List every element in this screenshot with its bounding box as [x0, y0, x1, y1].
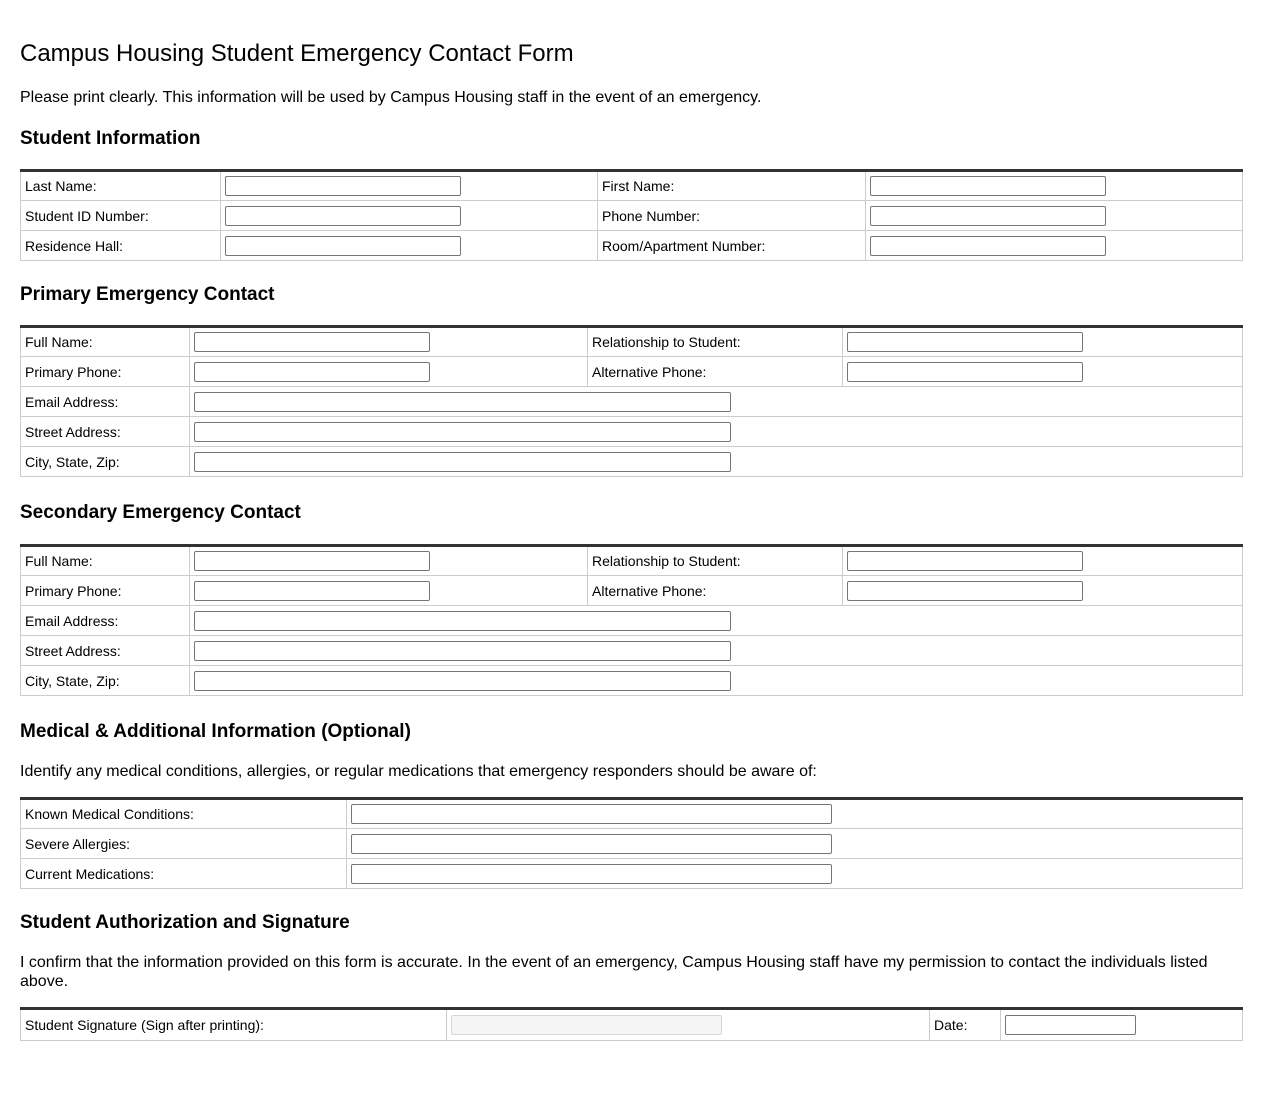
- primary-phone-input[interactable]: [194, 362, 430, 382]
- table-row: [21, 417, 1243, 447]
- date-label: Date:: [930, 1009, 1001, 1041]
- table-row: [21, 327, 1243, 357]
- primary-city-label: City, State, Zip:: [21, 447, 190, 477]
- secondary-relationship-input[interactable]: [847, 551, 1083, 571]
- table-row: [21, 799, 1243, 829]
- primary-alt-phone-label: Alternative Phone:: [588, 357, 843, 387]
- table-row: [21, 859, 1243, 889]
- table-row: [21, 1009, 1243, 1041]
- student-section: [20, 128, 1242, 261]
- medical-desc: Identify any medical conditions, allergies, or regular medications that emergency responders should be aware of:: [20, 763, 817, 780]
- secondary-street-label: Street Address:: [21, 636, 190, 666]
- auth-table: [20, 1007, 1243, 1041]
- student-id-label: Student ID Number:: [21, 201, 221, 231]
- table-row: [21, 829, 1243, 859]
- primary-phone-label: Primary Phone:: [21, 357, 190, 387]
- first-name-input[interactable]: [870, 176, 1106, 196]
- primary-table: [20, 325, 1243, 477]
- secondary-alt-phone-input[interactable]: [847, 581, 1083, 601]
- table-row: [21, 546, 1243, 576]
- secondary-city-label: City, State, Zip:: [21, 666, 190, 696]
- medications-input[interactable]: [351, 864, 832, 884]
- secondary-street-input[interactable]: [194, 641, 731, 661]
- secondary-section: [20, 502, 1242, 696]
- table-row: [21, 387, 1243, 417]
- date-input[interactable]: [1005, 1015, 1136, 1035]
- table-row: [21, 171, 1243, 201]
- last-name-label: Last Name:: [21, 171, 221, 201]
- primary-email-input[interactable]: [194, 392, 731, 412]
- medications-label: Current Medications:: [21, 859, 347, 889]
- primary-street-label: Street Address:: [21, 417, 190, 447]
- phone-input[interactable]: [870, 206, 1106, 226]
- secondary-table: [20, 544, 1243, 696]
- primary-full-name-input[interactable]: [194, 332, 430, 352]
- primary-full-name-label: Full Name:: [21, 327, 190, 357]
- auth-heading: Student Authorization and Signature: [20, 912, 350, 933]
- conditions-label: Known Medical Conditions:: [21, 799, 347, 829]
- medical-section: [20, 721, 1242, 889]
- auth-desc: I confirm that the information provided on this form is accurate. In the event of an emergency, Campus Housing staff have my permission to contact the individuals listed above.: [20, 954, 1208, 990]
- secondary-full-name-label: Full Name:: [21, 546, 190, 576]
- primary-relationship-input[interactable]: [847, 332, 1083, 352]
- page-title: Campus Housing Student Emergency Contact Form: [20, 40, 574, 67]
- signature-label: Student Signature (Sign after printing):: [21, 1009, 447, 1041]
- medical-heading: Medical & Additional Information (Optional): [20, 721, 411, 742]
- primary-section: [20, 284, 1242, 477]
- hall-input[interactable]: [225, 236, 461, 256]
- student-id-input[interactable]: [225, 206, 461, 226]
- allergies-label: Severe Allergies:: [21, 829, 347, 859]
- secondary-heading: Secondary Emergency Contact: [20, 502, 301, 523]
- phone-label: Phone Number:: [598, 201, 866, 231]
- student-heading: Student Information: [20, 128, 201, 149]
- medical-table: [20, 797, 1243, 889]
- table-row: [21, 606, 1243, 636]
- room-input[interactable]: [870, 236, 1106, 256]
- auth-section: [20, 912, 1242, 1041]
- table-row: [21, 357, 1243, 387]
- secondary-full-name-input[interactable]: [194, 551, 430, 571]
- primary-email-label: Email Address:: [21, 387, 190, 417]
- student-table: [20, 169, 1243, 261]
- secondary-email-input[interactable]: [194, 611, 731, 631]
- table-row: [21, 447, 1243, 477]
- secondary-phone-input[interactable]: [194, 581, 430, 601]
- secondary-email-label: Email Address:: [21, 606, 190, 636]
- secondary-city-input[interactable]: [194, 671, 731, 691]
- secondary-alt-phone-label: Alternative Phone:: [588, 576, 843, 606]
- table-row: [21, 636, 1243, 666]
- primary-heading: Primary Emergency Contact: [20, 284, 275, 305]
- signature-field[interactable]: [451, 1015, 722, 1035]
- table-row: [21, 666, 1243, 696]
- allergies-input[interactable]: [351, 834, 832, 854]
- room-label: Room/Apartment Number:: [598, 231, 866, 261]
- secondary-phone-label: Primary Phone:: [21, 576, 190, 606]
- conditions-input[interactable]: [351, 804, 832, 824]
- primary-city-input[interactable]: [194, 452, 731, 472]
- secondary-relationship-label: Relationship to Student:: [588, 546, 843, 576]
- hall-label: Residence Hall:: [21, 231, 221, 261]
- primary-alt-phone-input[interactable]: [847, 362, 1083, 382]
- table-row: [21, 201, 1243, 231]
- last-name-input[interactable]: [225, 176, 461, 196]
- intro-text: Please print clearly. This information will be used by Campus Housing staff in the event of an emergency.: [20, 89, 762, 106]
- first-name-label: First Name:: [598, 171, 866, 201]
- table-row: [21, 576, 1243, 606]
- table-row: [21, 231, 1243, 261]
- primary-street-input[interactable]: [194, 422, 731, 442]
- primary-relationship-label: Relationship to Student:: [588, 327, 843, 357]
